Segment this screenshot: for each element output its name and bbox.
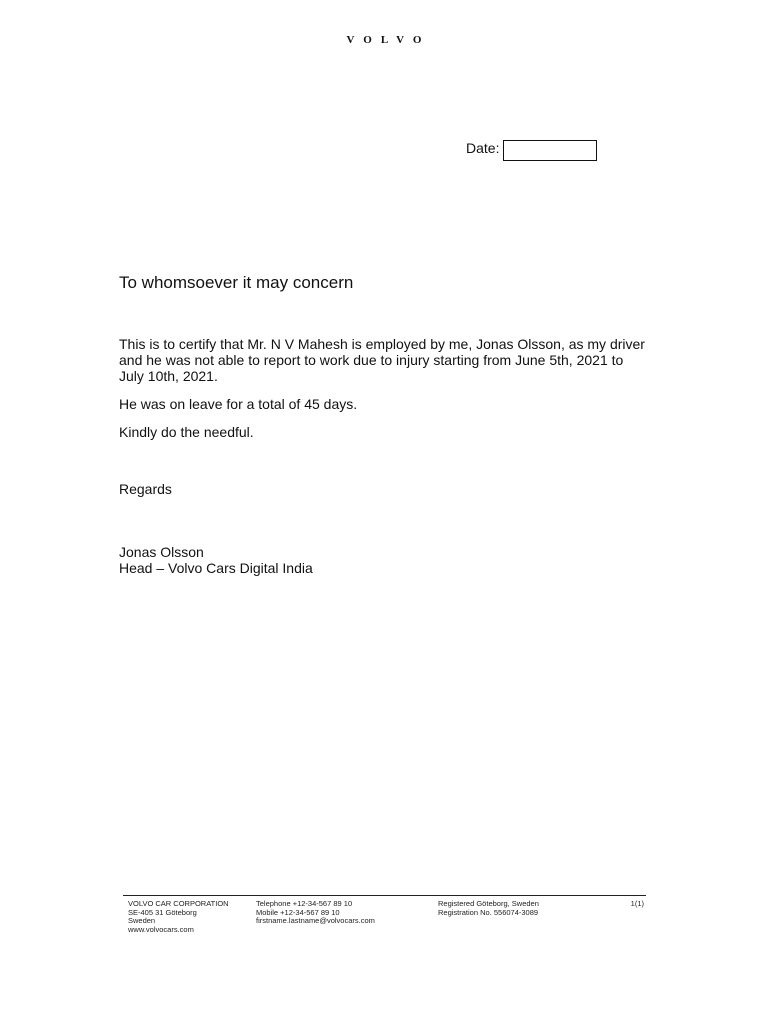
request-paragraph: Kindly do the needful. bbox=[119, 424, 254, 440]
footer-company-block bbox=[128, 900, 229, 934]
footer-divider bbox=[123, 895, 646, 896]
signature-name: Jonas Olsson bbox=[119, 544, 204, 560]
footer-telephone: Telephone +12-34-567 89 10 bbox=[256, 899, 353, 908]
footer-email: firstname.lastname@volvocars.com bbox=[256, 916, 375, 926]
footer-page-number: 1(1) bbox=[630, 899, 644, 908]
date-label: Date: bbox=[466, 140, 500, 156]
footer-website: www.volvocars.com bbox=[128, 924, 194, 934]
certification-paragraph: This is to certify that Mr. N V Mahesh is employed by me, Jonas Olsson, as my driver and he was not able to report to work due to injury starting from June 5th, 2021 to July 10th, 2021. bbox=[119, 336, 645, 384]
footer-registration-number: Registration No. 556074-3089 bbox=[438, 907, 539, 917]
footer-contact-block bbox=[256, 900, 375, 926]
footer-company-name: VOLVO CAR CORPORATION bbox=[128, 899, 229, 908]
footer-registration-block bbox=[438, 900, 539, 917]
letter-footer bbox=[128, 900, 646, 940]
footer-mobile: Mobile +12-34-567 89 10 bbox=[256, 907, 340, 917]
footer-company-address: SE-405 31 Göteborg bbox=[128, 907, 197, 917]
closing-regards: Regards bbox=[119, 481, 172, 497]
date-row bbox=[466, 140, 597, 161]
leave-duration-paragraph: He was on leave for a total of 45 days. bbox=[119, 396, 358, 412]
date-field[interactable] bbox=[503, 140, 597, 161]
signature-title: Head – Volvo Cars Digital India bbox=[119, 560, 313, 576]
letter-salutation: To whomsoever it may concern bbox=[119, 273, 354, 292]
footer-registered: Registered Göteborg, Sweden bbox=[438, 899, 539, 908]
footer-company-country: Sweden bbox=[128, 916, 156, 926]
volvo-logo: VOLVO bbox=[346, 34, 431, 46]
